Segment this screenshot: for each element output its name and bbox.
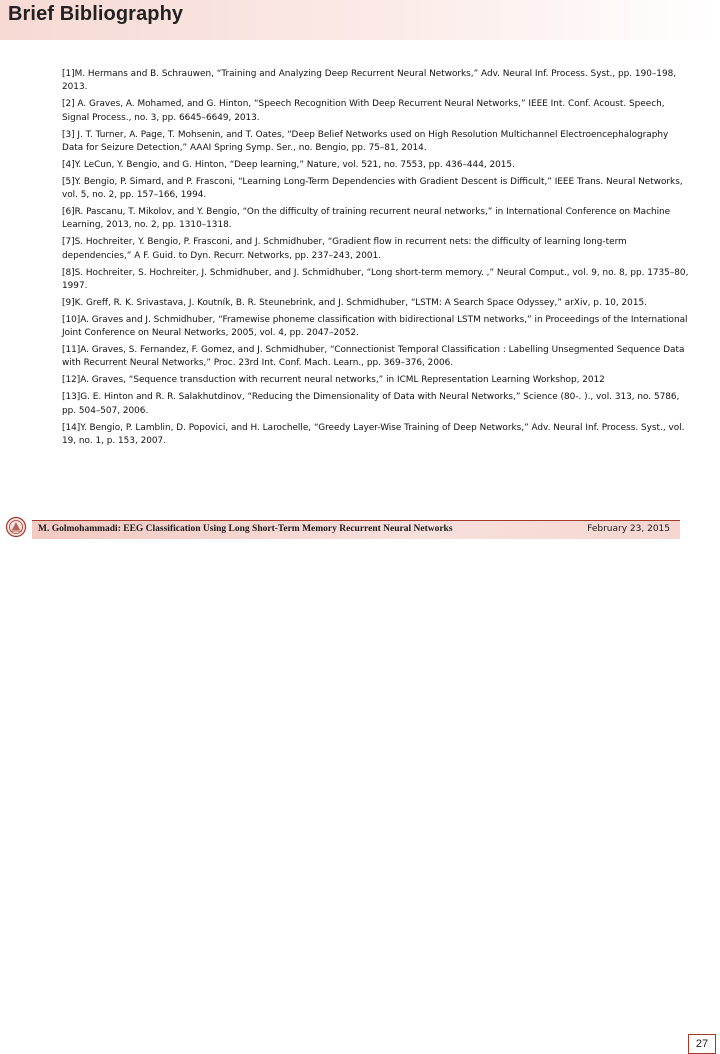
reference-item: [9]K. Greff, R. K. Srivastava, J. Koutník, B. R. Steunebrink, and J. Schmidhuber, “LSTM: A Search Space Odyssey,” arXiv, p. 10, 2015. bbox=[62, 297, 647, 308]
reference-item: [10]A. Graves and J. Schmidhuber, “Framewise phoneme classification with bidirectional LSTM networks,” in Proceedings of the International Joint Conference on Neural Networks, 2005, vol. 4, pp. 2047–2052. bbox=[62, 314, 688, 339]
reference-item: [13]G. E. Hinton and R. R. Salakhutdinov, “Reducing the Dimensionality of Data with Neural Networks,” Science (80-. )., vol. 313, no. 5786, pp. 504–507, 2006. bbox=[62, 392, 680, 416]
reference-item: [4]Y. LeCun, Y. Bengio, and G. Hinton, “Deep learning,” Nature, vol. 521, no. 7553, pp. 436–444, 2015. bbox=[62, 159, 515, 170]
university-seal-icon bbox=[4, 516, 28, 538]
footer-author: M. Golmohammadi: EEG Classification Using Long Short-Term Memory Recurrent Neural Networks bbox=[38, 524, 453, 534]
reference-list bbox=[62, 68, 690, 452]
reference-item: [6]R. Pascanu, T. Mikolov, and Y. Bengio, “On the difficulty of training recurrent neural networks,” in International Conference on Machine Learning, 2013, no. 2, pp. 1310–1318. bbox=[62, 207, 671, 231]
reference-item: [12]A. Graves, “Sequence transduction with recurrent neural networks,” in ICML Representation Learning Workshop, 2012 bbox=[62, 375, 605, 386]
footer-bar bbox=[32, 520, 680, 539]
slide-title: Brief Bibliography bbox=[8, 3, 184, 25]
reference-item: [5]Y. Bengio, P. Simard, and P. Frasconi, “Learning Long-Term Dependencies with Gradient Descent is Difficult,” IEEE Trans. Neural Networks, vol. 5, no. 2, pp. 157–166, 1994. bbox=[62, 176, 683, 201]
reference-item: [3] J. T. Turner, A. Page, T. Mohsenin, and T. Oates, “Deep Belief Networks used on High Resolution Multichannel Electroencephalography Data for Seizure Detection,” AAAI Spring Symp. Ser., no. Bengio, pp. 75–81, 2014. bbox=[62, 129, 669, 153]
footer-date: February 23, 2015 bbox=[587, 524, 670, 534]
slide-footer bbox=[0, 516, 720, 1050]
page-number: 27 bbox=[688, 1034, 716, 1054]
reference-item: [11]A. Graves, S. Fernandez, F. Gomez, and J. Schmidhuber, “Connectionist Temporal Classification : Labelling Unsegmented Sequence Data with Recurrent Neural Networks,” Proc. 23rd Int. Conf. Mach. Learn., pp. 369–376, 2006. bbox=[62, 345, 685, 369]
reference-item: [7]S. Hochreiter, Y. Bengio, P. Frasconi, and J. Schmidhuber, “Gradient flow in recurrent nets: the difficulty of learning long-term dependencies,” A F. Guid. to Dyn. Recurr. Networks, pp. 237–243, 2001. bbox=[62, 237, 627, 261]
reference-item: [2] A. Graves, A. Mohamed, and G. Hinton, “Speech Recognition With Deep Recurrent Neural Networks,” IEEE Int. Conf. Acoust. Speech, Signal Process., no. 3, pp. 6645–6649, 2013. bbox=[62, 99, 665, 123]
reference-item: [14]Y. Bengio, P. Lamblin, D. Popovici, and H. Larochelle, “Greedy Layer-Wise Training of Deep Networks,” Adv. Neural Inf. Process. Syst., vol. 19, no. 1, p. 153, 2007. bbox=[62, 422, 685, 446]
reference-item: [8]S. Hochreiter, S. Hochreiter, J. Schmidhuber, and J. Schmidhuber, “Long short-term memory. ,” Neural Comput., vol. 9, no. 8, pp. 1735–80, 1997. bbox=[62, 267, 689, 291]
reference-item: [1]M. Hermans and B. Schrauwen, “Training and Analyzing Deep Recurrent Neural Networks,” Adv. Neural Inf. Process. Syst., pp. 190–198, 2013. bbox=[62, 69, 677, 93]
